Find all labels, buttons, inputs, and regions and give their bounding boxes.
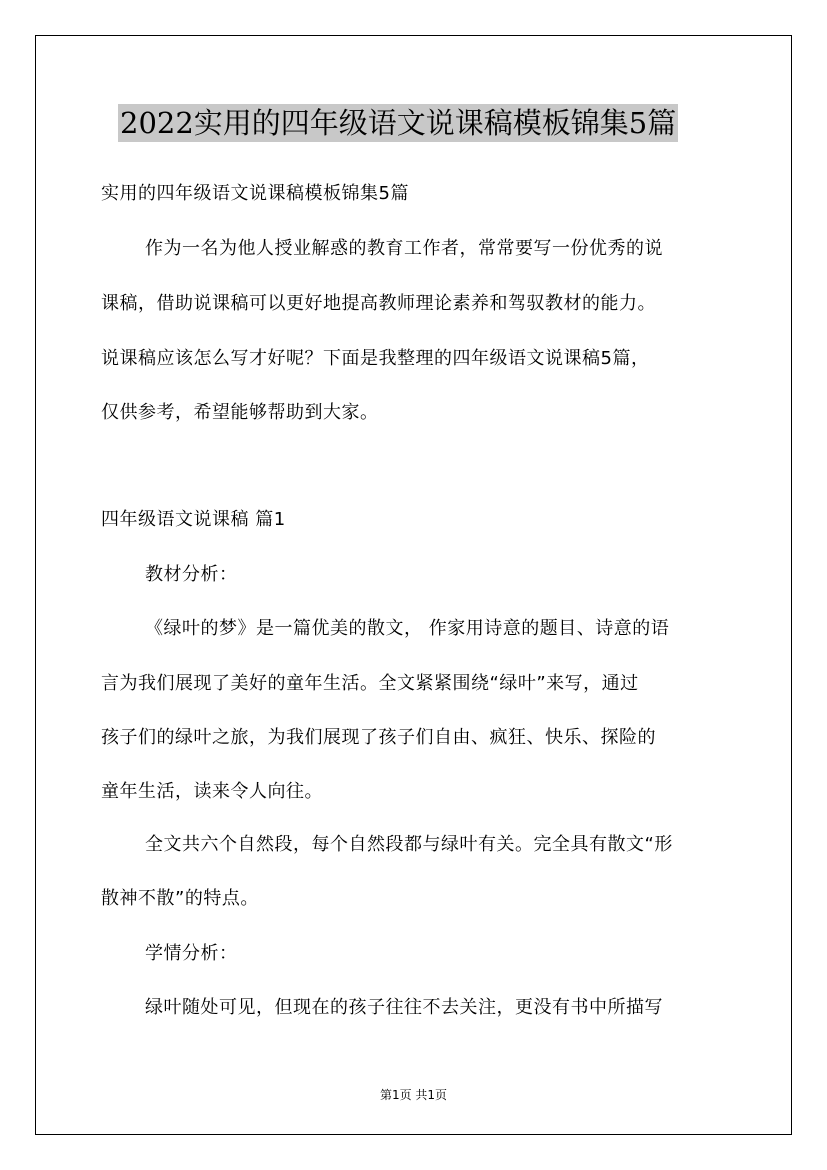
paragraph-line: 童年生活，读来令人向往。: [101, 781, 323, 802]
section-heading: 四年级语文说课稿 篇1: [101, 509, 286, 530]
subsection-heading: 教材分析：: [145, 564, 238, 585]
paragraph-line: 绿叶随处可见，但现在的孩子往往不去关注，更没有书中所描写: [145, 997, 663, 1018]
paragraph-line: 《绿叶的梦》是一篇优美的散文， 作家用诗意的题目、诗意的语: [145, 618, 670, 639]
document-title: 2022实用的四年级语文说课稿模板锦集5篇: [120, 106, 677, 140]
subsection-heading: 学情分析：: [145, 943, 238, 964]
paragraph-line: 作为一名为他人授业解惑的教育工作者，常常要写一份优秀的说: [145, 238, 663, 259]
paragraph-line: 言为我们展现了美好的童年生活。全文紧紧围绕“绿叶”来写，通过: [101, 673, 639, 694]
paragraph-line: 仅供参考，希望能够帮助到大家。: [101, 402, 379, 423]
paragraph-line: 孩子们的绿叶之旅，为我们展现了孩子们自由、疯狂、快乐、探险的: [101, 727, 656, 748]
page-footer: 第1页 共1页: [379, 1088, 448, 1102]
subtitle-line: 实用的四年级语文说课稿模板锦集5篇: [101, 183, 409, 204]
paragraph-line: 散神不散”的特点。: [101, 888, 259, 909]
paragraph-line: 课稿，借助说课稿可以更好地提高教师理论素养和驾驭教材的能力。: [101, 293, 656, 314]
paragraph-line: 全文共六个自然段，每个自然段都与绿叶有关。完全具有散文“形: [145, 834, 673, 855]
paragraph-line: 说课稿应该怎么写才好呢？下面是我整理的四年级语文说课稿5篇，: [101, 348, 650, 369]
